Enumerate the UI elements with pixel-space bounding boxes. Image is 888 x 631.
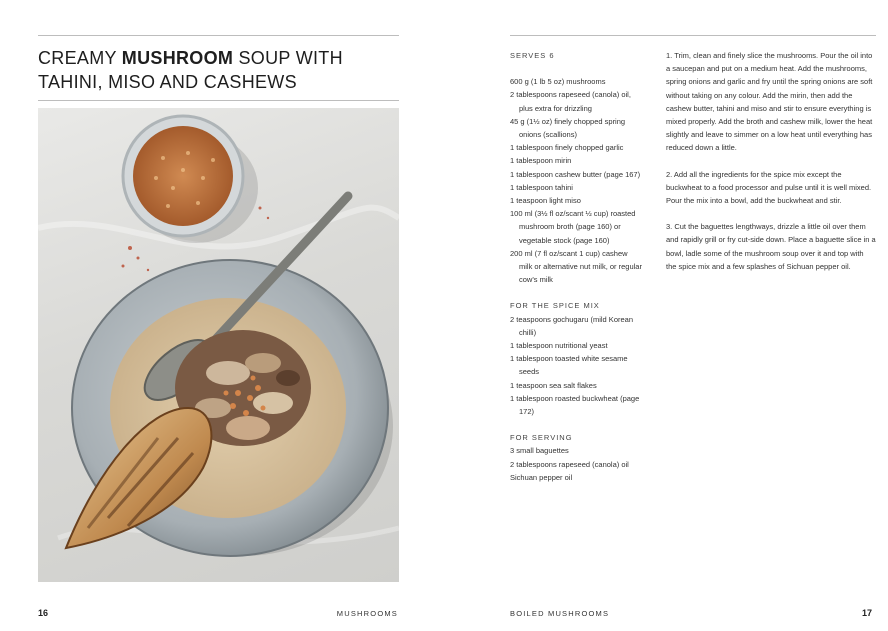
running-head-left: MUSHROOMS xyxy=(336,609,398,618)
method-step: 1. Trim, clean and finely slice the mushrooms. Pour the oil into a saucepan and put on a medium heat. Add the mushrooms, spring onions and garlic and fry until the spring onions are soft without taking on any colour. Add the mirin, then add the cashew butter, tahini and miso and stir to ensure everything is mixed properly. Add the broth and cashew milk, lower the heat slightly and leave to simmer on a low heat until everything has reduced down a little. xyxy=(666,51,873,153)
ingredient: 1 tablespoon finely chopped garlic xyxy=(510,143,624,153)
top-rule xyxy=(38,35,399,36)
page-number-left: 16 xyxy=(38,608,49,618)
running-head-right: BOILED MUSHROOMS xyxy=(510,609,610,618)
spice-ingredient: 1 teaspoon sea salt flakes xyxy=(510,380,597,390)
ingredient: 1 tablespoon cashew butter (page 167) xyxy=(510,169,641,179)
method-step: 3. Cut the baguettes lengthways, drizzle a little oil over them and rapidly grill or fry cut-side down. Place a baguette slice in a bowl, ladle some of the mushroom soup over it and top with the spice mix and a few splashes of Sichuan pepper oil. xyxy=(666,222,876,271)
right-page xyxy=(444,0,888,631)
page-number-right: 17 xyxy=(861,608,872,618)
ingredient: 45 g (1½ oz) finely chopped spring onions (scallions) xyxy=(510,116,626,140)
serving-heading: FOR SERVING xyxy=(510,433,573,443)
spice-ingredient: 2 teaspoons gochugaru (mild Korean chilli) xyxy=(510,314,633,337)
spice-ingredient: 1 tablespoon toasted white sesame seeds xyxy=(510,354,628,377)
ingredient: 2 tablespoons rapeseed (canola) oil, plus extra for drizzling xyxy=(510,90,631,113)
top-rule-right xyxy=(510,35,876,36)
ingredient: 1 tablespoon mirin xyxy=(510,156,572,166)
method-step: 2. Add all the ingredients for the spice mix except the buckwheat to a food processor and pulse until it is well mixed. Pour the mix into a bowl, add the buckwheat and stir. xyxy=(666,169,872,206)
soup-illustration xyxy=(38,108,399,582)
method-column xyxy=(666,49,876,286)
title-bold: MUSHROOM xyxy=(121,48,234,68)
ingredient: 600 g (1 lb 5 oz) mushrooms xyxy=(510,77,606,87)
title-rule xyxy=(38,100,399,101)
recipe-title xyxy=(38,46,398,94)
ingredient: 1 teaspoon light miso xyxy=(510,196,581,206)
spice-ingredient: 1 tablespoon roasted buckwheat (page 172) xyxy=(510,393,640,417)
ingredient: 100 ml (3½ fl oz/scant ½ cup) roasted mushroom broth (page 160) or vegetable stock (page 160) xyxy=(510,209,636,245)
serving-ingredient: Sichuan pepper oil xyxy=(510,472,573,482)
ingredient: 1 tablespoon tahini xyxy=(510,182,573,192)
spice-mix-heading: FOR THE SPICE MIX xyxy=(510,301,600,311)
spice-ingredient: 1 tablespoon nutritional yeast xyxy=(510,341,608,351)
serving-ingredient: 3 small baguettes xyxy=(510,446,569,456)
recipe-photo xyxy=(38,108,399,582)
title-prefix: CREAMY xyxy=(38,48,122,68)
ingredients-column xyxy=(510,49,642,484)
serves: SERVES 6 xyxy=(510,51,555,60)
ingredient: 200 ml (7 fl oz/scant 1 cup) cashew milk or alternative nut milk, or regular cow's milk xyxy=(510,248,642,285)
title-suffix: SOUP WITH TAHINI, MISO AND CASHEWS xyxy=(38,48,343,92)
serving-ingredient: 2 tablespoons rapeseed (canola) oil xyxy=(510,459,629,469)
